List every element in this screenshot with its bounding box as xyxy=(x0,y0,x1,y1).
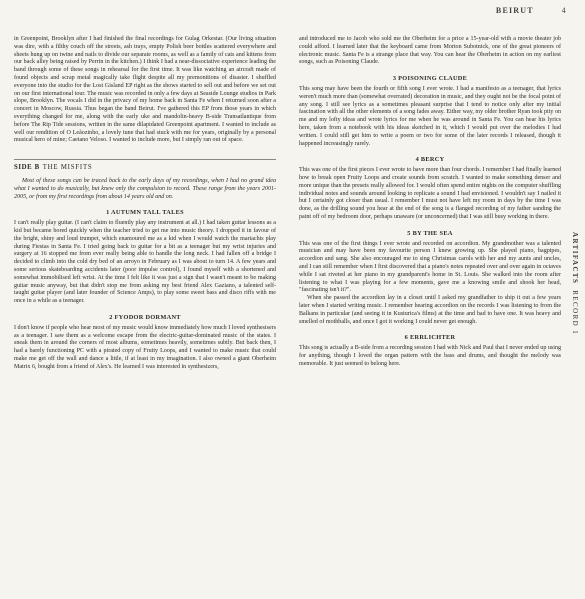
page-header xyxy=(496,6,567,15)
section-heading xyxy=(14,159,276,172)
song-title-5: 5 BY THE SEA xyxy=(407,229,453,237)
section-side: SIDE B xyxy=(14,164,40,172)
side-tab-rest: RECORD 1 xyxy=(571,290,579,336)
side-tab-bold: ARTIFACTS xyxy=(571,232,579,285)
right-column xyxy=(299,36,561,368)
song-text-2: I don't know if people who hear most of my music would know immediately how much I loved synthesisers as a teenager. I saw them as a welcome escape from the electric-guitar-dominated music of the states. I sneak them in around the corners of most albums, sometimes heavily, sometimes subtly. But back then, I had a barely functioning PC with a pirated copy of Fruity Loops, and I wanted to make music that could make me get off the wall and dance a little, if at least in my imagination. I also owned a giant Oberheim Matrix 6, bought from a friend of Alex's. He learned I was interested in synthesizers, xyxy=(14,324,276,370)
song-text-6: This song is actually a B-side from a recording session I had with Nick and Paul that I never ended up using for anything, though I loved the organ pattern with the bass and drums, and thought the melody was memorable. It just seemed to belong here. xyxy=(299,345,561,367)
section-intro: Most of these songs can be traced back to the early days of my recordings, when I had no grand idea what I wanted to do musically, but knew only the compulsion to record. These range from the years 2001-2005, or from my first recordings from about 14 years old and on. xyxy=(14,177,276,200)
page-number: 4 xyxy=(561,6,567,15)
song-text-5-cont: When she passed the accordion lay in a closet until I asked my grandfather to ship it out a few years later when I started writing music. I remember hearing accordion on the records I was listening to from the Balkans in particular (and seeing it in Kusturica's films) at the time and had to have one. It was heavy and smelled of mothballs, and once I got it working I could never get enough. xyxy=(299,295,561,325)
section-label: THE MISFITS xyxy=(42,164,93,172)
song-title-4: 4 BERCY xyxy=(415,156,445,164)
song-text-4: This was one of the first pieces I ever wrote to have more than four chords. I remember I had finally learned how to break open Fruity Loops and create sounds from scratch. I wanted to make something denser and more unique than the presets really allowed for. I would often spend entire nights on the computer shuffling individual notes and sounds around looking to replicate a sound I had envisioned. I wouldn't say I nailed it but I certainly got closer than usual. I remember I must not have left my room in days by the time I was done, as the drilling sound you hear at the end of the song is a flanged recording of my father sanding the paint off of my bedroom door, perhaps unaware (or unconcerned) that I was still busy working in there. xyxy=(299,167,561,220)
song-text-3: This song may have been the fourth or fifth song I ever wrote. I had a manifesto as a teenager, that lyrics weren't much more than (somewhat overrated) decoration in music, and they ought not be the focal point of any song. I still see lyrics as a sometimes pleasant surprise that I tend to notice only after my initial fascination with all the other elements of a song fades away. Either way, my older brother Ryan took pity on me and my lofty ideas and wrote lyrics for me when he was around in Santa Fe. You can hear his lyrics here, taken from a notebook with his ideas sketched in it, which I would put over the melodies I had written. I could still get him to write a poem or two for some of the later records I released, though it happened increasingly rarely. xyxy=(299,85,561,147)
song-text-1: I can't really play guitar. (I can't claim to fluently play any instrument at all.) I had taken guitar lessons as a kid but became bored quickly when the teacher tried to get me into music theory. I dropped it in favour of the bright, shiny and loud trumpet, which enamoured me as a kid when I would watch the mariachis play during Fiestas in Santa Fe. I tried going back to guitar for a bit as a teenager but my wrist injuries and surgery at 16 stopped me from ever really being able to handle the long neck. I had fallen off a bridge I decided to climb into the cold dry bed of an arroyo in February as I was about to turn 14. A few years and some serious skateboarding accidents later (poor impulse control), I found myself with a shortened and somewhat immobilised left wrist. At the time I felt like it was just a sign that I wasn't meant to be making guitar music anyway, but that didn't stop me from asking my best friend Alex Gaziano, a talented self-taught guitar player (and later founder of Science Amps), to play some sweet bass and disco riffs with me once in a while as a teenager. xyxy=(14,220,276,305)
left-column xyxy=(14,36,276,371)
song-title-3: 3 POISONING CLAUDE xyxy=(392,75,468,83)
song-text-5: This was one of the first things I ever wrote and recorded on accordion. My grandmother was a talented musician and may have been my favourite person I knew growing up. She played piano, bagpipes, accordion and sang. She also encouraged me to sing Christmas carols with her and my aunts and uncles, and I can still remember when I first discovered that a piano's notes repeated over and over again in octaves while I sat riveted at her piano in my grandparent's home in St. Louis. She walked into the room after listening to what I was playing for a few moments, gave me a knowing smile and shook her head, "fascinating isn't it?". xyxy=(299,240,561,294)
side-tab xyxy=(571,232,579,335)
paragraph-continued-right: and introduced me to Jacob who sold me the Oberheim for a price a 15-year-old with a movie theater job could afford. I learned later that the keyboard came from Morton Subotnick, one of the great pioneers of electronic music. Santa Fe is a strange place that way. You can hear the Oberheim in action on my earliest songs, such as Poisoning Claude. xyxy=(299,36,561,66)
header-title: BEIRUT xyxy=(495,6,534,15)
song-title-2: 2 FYODOR DORMANT xyxy=(109,313,181,321)
paragraph-continued: in Greenpoint, Brooklyn after I had finished the final recordings for Gulag Orkestar. (Our living situation was dire, with a filthy couch off the streets, ash trays, empty Polish beer bottles scattered everywhere and sheets hung up on twine and nails to divide our separate rooms, as well as a family of cats and kittens from our back alley being raised by Perrin in the kitchen.) I think I had a near-dissociative experience leading the band through some of these songs in rehearsal for the first time. It was like watching an aircraft made of found objects and scrap metal magically take flight despite all my premonitions of disaster. I shuffled everyone into the studio for the Lost Gisland EP right as the shows started to sell out and before we set out on our first international tour. The music was recorded in only a few days at Seaside Lounge studios in Park slope, Brooklyn. The vocals I did in the privacy of my home back in Santa Fe when I returned soon after a concert in Moscow, Russia. Thus began the band Beirut. I've gathered this EP from those years in which everything changed for me, along with the early uke and mandolin-heavy B-side Transatlantique from before The Rip Tide sessions, written in the same dilapidated Greenpoint apartment. I wanted to include as well our rendition of O Leãozinho, a lovely tune that had stuck with me for years, originally by a personal musical hero of mine; Caetano Veloso. I wanted to include more, but I simply ran out of space. xyxy=(14,36,276,144)
song-title-1: 1 AUTUMN TALL TALES xyxy=(106,209,184,217)
song-title-6: 6 ERRLICHTER xyxy=(404,334,456,342)
